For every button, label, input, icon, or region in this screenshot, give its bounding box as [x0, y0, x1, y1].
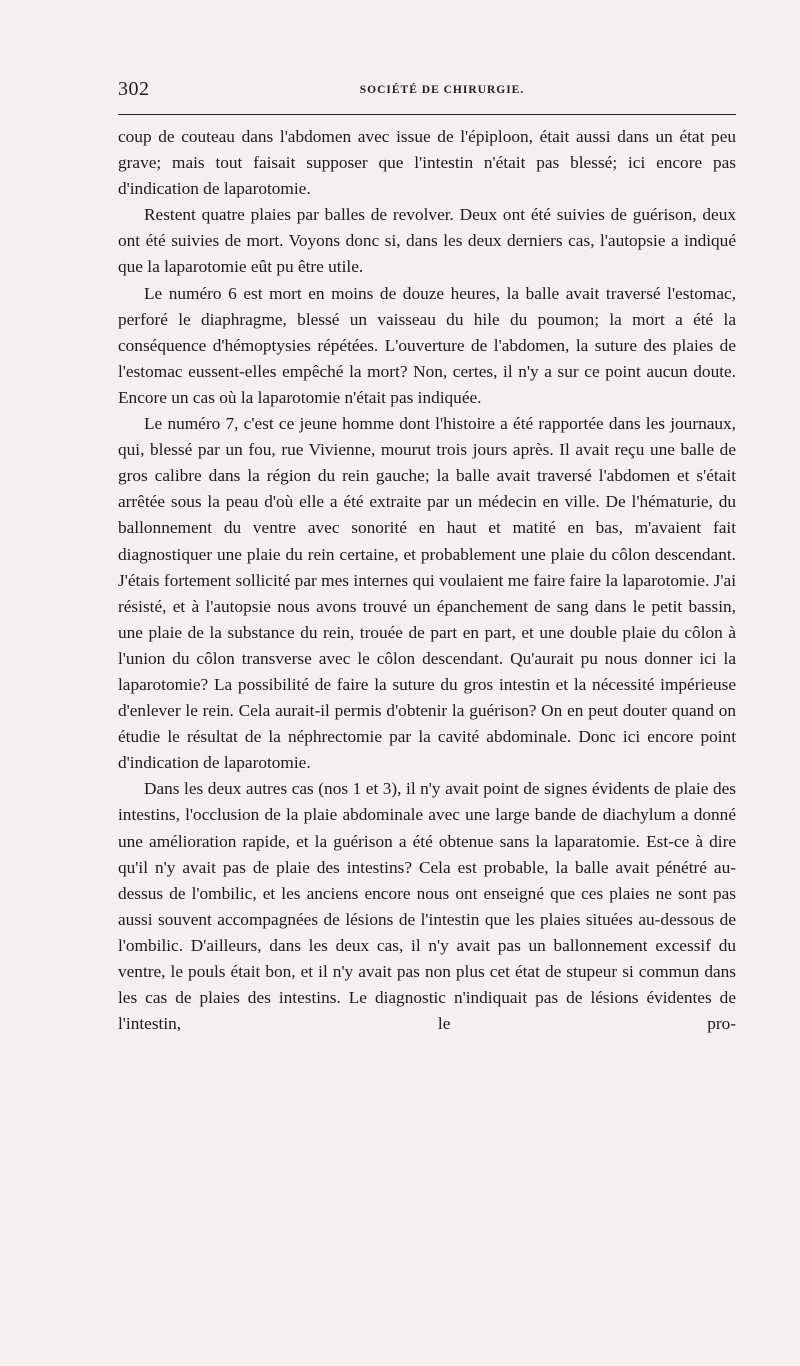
paragraph: Le numéro 6 est mort en moins de douze heures, la balle avait traversé l'estomac, perforé le diaphragme, blessé un vaisseau du hile du poumon; la mort a été la conséquence d'hémoptysies répétées. L'ouverture de l'abdomen, la suture des plaies de l'estomac eussent-elles empêché la mort? Non, certes, il n'y a sur ce point aucun doute. Encore un cas où la laparotomie n'était pas indiquée. [118, 283, 736, 407]
header-rule [118, 114, 736, 115]
page-header [118, 78, 736, 102]
paragraph: Dans les deux autres cas (nos 1 et 3), il n'y avait point de signes évidents de plaie des intestins, l'occlusion de la plaie abdominale avec une large bande de diachylum a donné une amélioration rapide, et la guérison a été obtenue sans la laparatomie. Est-ce à dire qu'il n'y avait pas de plaie des intestins? Cela est probable, la balle avait pénétré au-dessus de l'ombilic, et les anciens encore nous ont enseigné que ces plaies ne sont pas aussi souvent accompagnées de lésions de l'intestin que les plaies situées au-dessous de l'ombilic. D'ailleurs, dans les deux cas, il n'y avait pas un ballonnement excessif du ventre, le pouls était bon, et il n'y avait pas non plus cet état de stupeur si commun dans les cas de plaies des intestins. Le diagnostic n'indiquait pas de lésions évidentes de l'intestin, le pro- [118, 779, 736, 1034]
paragraph: Le numéro 7, c'est ce jeune homme dont l'histoire a été rapportée dans les journaux, qui, blessé par un fou, rue Vivienne, mourut trois jours après. Il avait reçu une balle de gros calibre dans la région du rein gauche; la balle avait traversé l'abdomen et s'était arrêtée sous la peau d'où elle a été extraite par un médecin en ville. De l'hématurie, du ballonnement du ventre avec sonorité en haut et matité en bas, m'avaient fait diagnostiquer une plaie du rein certaine, et probablement une plaie du côlon descendant. J'étais fortement sollicité par mes internes qui voulaient me faire faire la laparotomie. J'ai résisté, et à l'autopsie nous avons trouvé un épanchement de sang dans le petit bassin, une plaie de la substance du rein, trouée de part en part, et une double plaie du côlon à l'union du côlon transverse avec le côlon descendant. Qu'aurait pu nous donner ici la laparotomie? La possibilité de faire la suture du gros intestin et la nécessité impérieuse d'enlever le rein. Cela aurait-il permis d'obtenir la guérison? On en peut douter quand on étudie le résultat de la néphrectomie par la cavité abdominale. Donc ici encore point d'indication de laparotomie. [118, 414, 736, 773]
paragraph: Restent quatre plaies par balles de revolver. Deux ont été suivies de guérison, deux ont été suivies de mort. Voyons donc si, dans les deux derniers cas, l'autopsie a indiqué que la laparotomie eût pu être utile. [118, 205, 736, 277]
paragraph: coup de couteau dans l'abdomen avec issue de l'épiploon, était aussi dans un état peu grave; mais tout faisait supposer que l'intestin n'était pas blessé; ici encore pas d'indication de laparotomie. [118, 127, 736, 199]
page-number: 302 [118, 78, 150, 100]
body-text [118, 124, 736, 1037]
running-head: SOCIÉTÉ DE CHIRURGIE. [359, 84, 525, 96]
